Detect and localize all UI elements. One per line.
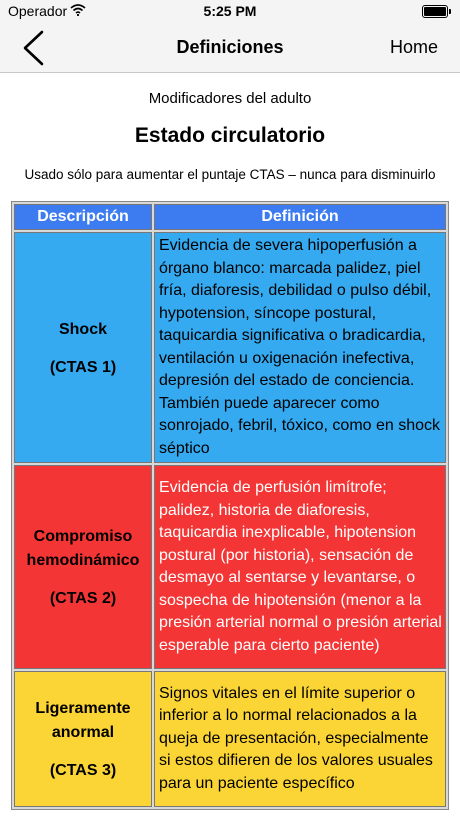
section-subtitle: Modificadores del adulto	[148, 90, 312, 107]
home-button[interactable]: Home	[389, 37, 438, 57]
definitions-table	[11, 201, 449, 810]
definition-cell: Evidencia de perfusión limítrofe; palidez, historia de diaforesis, taquicardia inexplicable, hipotension postural (por historia), sensación de desmayo al sentarse y levantarse, o sospecha de hipotensión (menor a la presión arterial normal o presión arterial esperable para cierto paciente)	[154, 465, 446, 669]
table-row-shock	[14, 232, 446, 463]
navigation-bar	[0, 24, 460, 73]
table-row-hemodynamic-compromise	[14, 465, 446, 669]
definition-column-header: Definición	[154, 204, 446, 230]
usage-note: Usado sólo para aumentar el puntaje CTAS – nunca para disminuirlo	[24, 167, 436, 182]
ctas-level: (CTAS 1)	[49, 358, 117, 376]
page-title: Definiciones	[176, 37, 284, 57]
description-cell	[14, 465, 152, 669]
carrier-label: Operador	[8, 3, 68, 19]
condition-name: Shock	[58, 320, 107, 338]
description-cell	[14, 232, 152, 463]
definition-cell: Evidencia de severa hipoperfusión a órgano blanco: marcada palidez, piel fría, diaforesis, debilidad o pulso débil, hypotension, síncope postural, taquicardia significativa o bradicardia, ventilación u oxigenación inefectiva, depresión del estado de conciencia. También puede aparecer como sonrojado, febril, tóxico, como en shock séptico	[154, 232, 446, 463]
description-column-header: Descripción	[14, 204, 152, 230]
condition-name: Compromiso hemodinámico	[26, 528, 140, 569]
description-cell	[14, 671, 152, 807]
clock: 5:25 PM	[203, 3, 257, 19]
section-heading: Estado circulatorio	[134, 124, 326, 147]
status-bar	[0, 0, 460, 24]
table-row-slightly-abnormal	[14, 671, 446, 807]
ctas-level: (CTAS 2)	[49, 590, 117, 607]
ctas-level: (CTAS 3)	[49, 762, 117, 779]
table-header-row	[14, 204, 446, 230]
definition-cell: Signos vitales en el límite superior o inferior a lo normal relacionados a la queja de presentación, especialmente si estos difieren de los valores usuales para un paciente específico	[154, 671, 446, 807]
battery-icon	[422, 5, 448, 18]
condition-name: Ligeramente anormal	[35, 700, 131, 741]
